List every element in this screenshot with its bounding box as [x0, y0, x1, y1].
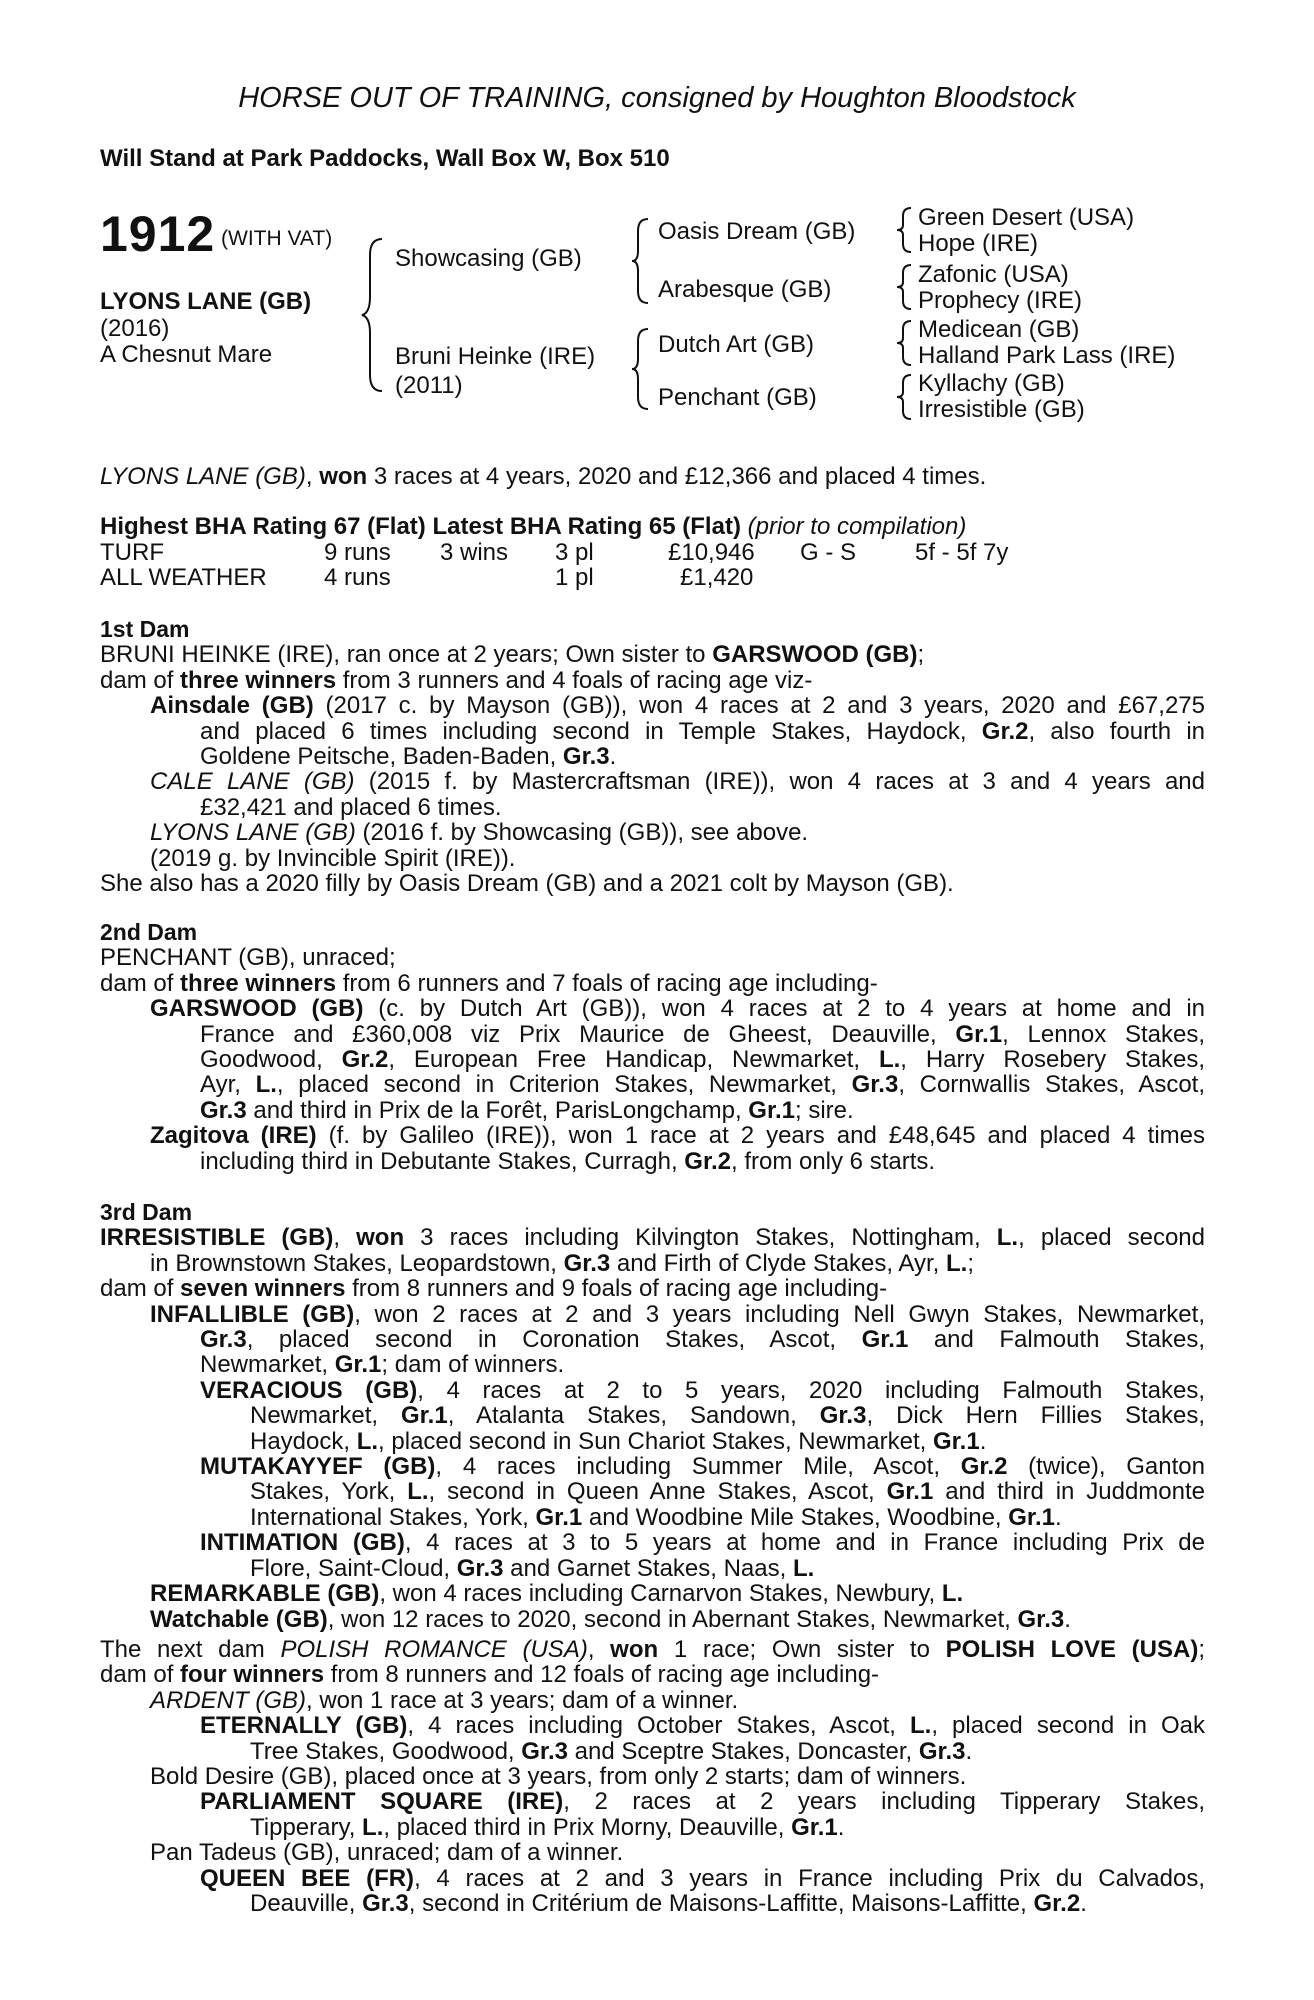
pedigree-sdd: Prophecy (IRE) [918, 287, 1083, 314]
pedigree-dss: Medicean (GB) [918, 316, 1080, 343]
pedigree-brace-dd [895, 372, 915, 422]
record-money: £1,420 [680, 564, 754, 591]
pedigree-dam-dam: Penchant (GB) [658, 384, 817, 411]
section-heading: 1st Dam [100, 616, 190, 642]
dam-line: The next dam POLISH ROMANCE (USA), won 1 race; Own sister to POLISH LOVE (USA); [100, 1636, 1205, 1663]
stand-location: Will Stand at Park Paddocks, Wall Box W, Box 510 [100, 145, 670, 172]
produce-line: Pan Tadeus (GB), unraced; dam of a winner. [150, 1839, 624, 1867]
dam-line: dam of four winners from 8 runners and 12 foals of racing age including- [100, 1661, 880, 1689]
horse-description: A Chesnut Mare [100, 341, 273, 368]
dam-line: PENCHANT (GB), unraced; [100, 944, 396, 972]
pedigree-brace-ss [895, 205, 915, 255]
produce-line: International Stakes, York, Gr.1 and Woodbine Mile Stakes, Woodbine, Gr.1. [250, 1503, 1062, 1531]
record-runs: 4 runs [324, 564, 391, 591]
pedigree-sire-dam: Arabesque (GB) [658, 276, 832, 303]
produce-line: Newmarket, Gr.1; dam of winners. [200, 1351, 565, 1379]
pedigree-brace-dam [630, 325, 654, 413]
produce-line: France and £360,008 viz Prix Maurice de Gheest, Deauville, Gr.1, Lennox Stakes, [200, 1020, 1205, 1048]
dam-line: dam of seven winners from 8 runners and 9 foals of racing age including- [100, 1275, 888, 1303]
produce-line: £32,421 and placed 6 times. [200, 793, 502, 821]
record-money: £10,946 [668, 539, 755, 566]
pedigree-sds: Zafonic (USA) [918, 261, 1069, 288]
record-placed: 3 pl [555, 539, 594, 566]
dam-line: IRRESISTIBLE (GB), won 3 races including Kilvington Stakes, Nottingham, L., placed second [100, 1224, 1205, 1252]
produce-line: LYONS LANE (GB) (2016 f. by Showcasing (GB)), see above. [150, 819, 809, 847]
lot-number: 1912 [100, 206, 216, 262]
produce-line: including third in Debutante Stakes, Curragh, Gr.2, from only 6 starts. [200, 1147, 936, 1175]
pedigree-ssd: Hope (IRE) [918, 230, 1039, 257]
produce-line: Deauville, Gr.3, second in Critérium de Maisons-Laffitte, Maisons-Laffitte, Gr.2. [250, 1890, 1087, 1918]
produce-line: CALE LANE (GB) (2015 f. by Mastercraftsman (IRE)), won 4 races at 3 and 4 years and [150, 768, 1205, 796]
pedigree-brace-sd [895, 262, 915, 312]
record-wins: 3 wins [440, 539, 509, 566]
page-title: HORSE OUT OF TRAINING, consigned by Houghton Bloodstock [238, 82, 1076, 114]
produce-line: Watchable (GB), won 12 races to 2020, second in Abernant Stakes, Newmarket, Gr.3. [150, 1605, 1071, 1633]
pedigree-ddd: Irresistible (GB) [918, 396, 1085, 423]
record-surface: ALL WEATHER [100, 564, 267, 591]
record-going: G - S [800, 539, 857, 566]
produce-line: PARLIAMENT SQUARE (IRE), 2 races at 2 years including Tipperary Stakes, [200, 1788, 1205, 1816]
next-dam-section [100, 1637, 1205, 1916]
produce-line: She also has a 2020 filly by Oasis Dream (GB) and a 2021 colt by Mayson (GB). [100, 870, 954, 898]
produce-line: INFALLIBLE (GB), won 2 races at 2 and 3 years including Nell Gwyn Stakes, Newmarket, [150, 1300, 1205, 1328]
produce-line: Gr.3 and third in Prix de la Forêt, ParisLongchamp, Gr.1; sire. [200, 1096, 854, 1124]
produce-line: Tipperary, L., placed third in Prix Morny, Deauville, Gr.1. [250, 1813, 845, 1841]
record-distance: 5f - 5f 7y [915, 539, 1009, 566]
pedigree-dam-sire: Dutch Art (GB) [658, 331, 815, 358]
section-heading: 2nd Dam [100, 919, 198, 945]
produce-line: Newmarket, Gr.1, Atalanta Stakes, Sandown, Gr.3, Dick Hern Fillies Stakes, [250, 1402, 1205, 1430]
produce-line: Zagitova (IRE) (f. by Galileo (IRE)), won 1 race at 2 years and £48,645 and placed 4 times [150, 1122, 1205, 1150]
dam-line: dam of three winners from 3 runners and 4 foals of racing age viz- [100, 666, 813, 694]
bha-rating: Highest BHA Rating 67 (Flat) Latest BHA Rating 65 (Flat) (prior to compilation) [100, 513, 967, 540]
produce-line: Bold Desire (GB), placed once at 3 years, from only 2 starts; dam of winners. [150, 1763, 967, 1791]
pedigree-dam-year: (2011) [395, 372, 463, 399]
pedigree-sire: Showcasing (GB) [395, 245, 582, 272]
produce-line: Flore, Saint-Cloud, Gr.3 and Garnet Stakes, Naas, L. [250, 1554, 815, 1582]
produce-line: Tree Stakes, Goodwood, Gr.3 and Sceptre Stakes, Doncaster, Gr.3. [250, 1737, 973, 1765]
produce-line: Ainsdale (GB) (2017 c. by Mayson (GB)), won 4 races at 2 and 3 years, 2020 and £67,275 [150, 692, 1205, 720]
pedigree-dds: Kyllachy (GB) [918, 370, 1065, 397]
produce-line: Goldene Peitsche, Baden-Baden, Gr.3. [200, 743, 617, 771]
horse-name: LYONS LANE (GB) [100, 288, 312, 315]
pedigree-brace-ds [895, 318, 915, 368]
produce-line: Goodwood, Gr.2, European Free Handicap, Newmarket, L., Harry Rosebery Stakes, [200, 1046, 1206, 1074]
produce-line: REMARKABLE (GB), won 4 races including Carnarvon Stakes, Newbury, L. [150, 1580, 964, 1608]
pedigree-brace-main [360, 235, 390, 395]
produce-line: GARSWOOD (GB) (c. by Dutch Art (GB)), won 4 races at 2 to 4 years at home and in [150, 995, 1205, 1023]
produce-line: MUTAKAYYEF (GB), 4 races including Summer Mile, Ascot, Gr.2 (twice), Ganton [200, 1453, 1205, 1481]
produce-line: Haydock, L., placed second in Sun Chariot Stakes, Newmarket, Gr.1. [250, 1427, 987, 1455]
pedigree-dsd: Halland Park Lass (IRE) [918, 342, 1176, 369]
produce-line: ETERNALLY (GB), 4 races including October Stakes, Ascot, L., placed second in Oak [200, 1712, 1206, 1740]
section-heading: 3rd Dam [100, 1199, 193, 1225]
pedigree-dam: Bruni Heinke (IRE) [395, 343, 596, 370]
produce-line: Gr.3, placed second in Coronation Stakes, Ascot, Gr.1 and Falmouth Stakes, [200, 1326, 1205, 1354]
pedigree-sire-sire: Oasis Dream (GB) [658, 218, 856, 245]
produce-line: QUEEN BEE (FR), 4 races at 2 and 3 years in France including Prix du Calvados, [200, 1864, 1206, 1892]
record-runs: 9 runs [324, 539, 391, 566]
produce-line: (2019 g. by Invincible Spirit (IRE)). [150, 844, 516, 872]
horse-year: (2016) [100, 315, 170, 342]
produce-line: Stakes, York, L., second in Queen Anne Stakes, Ascot, Gr.1 and third in Juddmonte [250, 1478, 1206, 1506]
record-surface: TURF [100, 539, 164, 566]
pedigree-sss: Green Desert (USA) [918, 204, 1135, 231]
pedigree-brace-sire [630, 215, 654, 307]
produce-line: Ayr, L., placed second in Criterion Stakes, Newmarket, Gr.3, Cornwallis Stakes, Ascot, [200, 1071, 1206, 1099]
dam-line: in Brownstown Stakes, Leopardstown, Gr.3 and Firth of Clyde Stakes, Ayr, L.; [150, 1249, 974, 1277]
record-placed: 1 pl [555, 564, 594, 591]
dam-line: BRUNI HEINKE (IRE), ran once at 2 years; Own sister to GARSWOOD (GB); [100, 641, 925, 669]
dam-line: dam of three winners from 6 runners and 7 foals of racing age including- [100, 969, 878, 997]
produce-line: ARDENT (GB), won 1 race at 3 years; dam of a winner. [150, 1686, 739, 1714]
second-dam-section [100, 920, 1205, 1174]
race-summary: LYONS LANE (GB), won 3 races at 4 years, 2020 and £12,366 and placed 4 times. [100, 463, 987, 490]
first-dam-section [100, 617, 1205, 896]
vat-note: (WITH VAT) [221, 227, 333, 250]
produce-line: and placed 6 times including second in Temple Stakes, Haydock, Gr.2, also fourth in [200, 717, 1206, 745]
third-dam-section [100, 1200, 1205, 1632]
produce-line: INTIMATION (GB), 4 races at 3 to 5 years at home and in France including Prix de [200, 1529, 1205, 1557]
produce-line: VERACIOUS (GB), 4 races at 2 to 5 years, 2020 including Falmouth Stakes, [200, 1376, 1206, 1404]
